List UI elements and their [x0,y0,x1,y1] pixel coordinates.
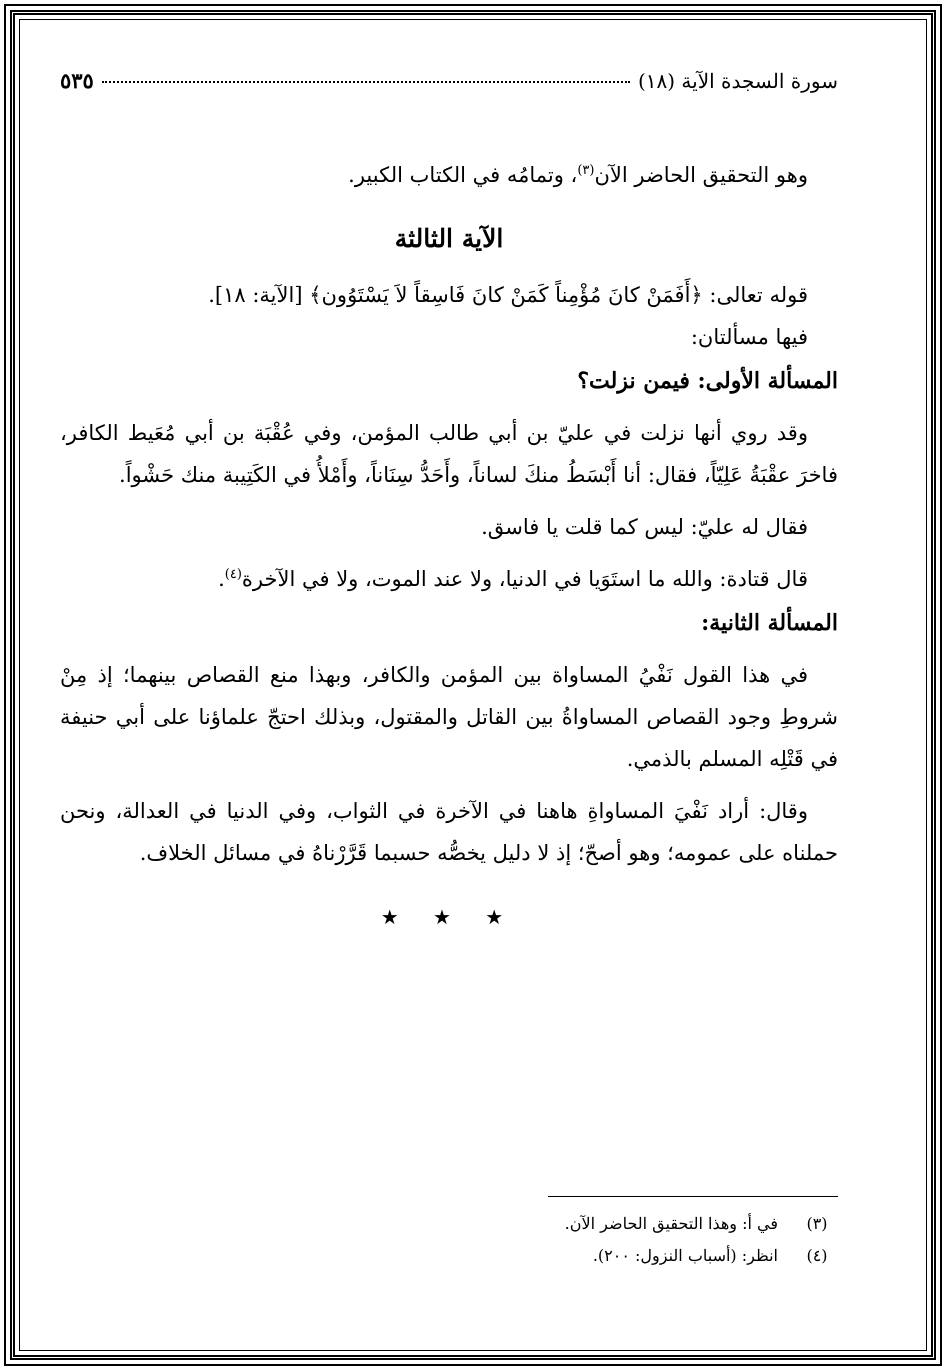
issue-1-paragraph-2: فقال له عليّ: ليس كما قلت يا فاسق. [481,515,808,539]
footnote-separator [548,1196,838,1197]
book-page [60,58,838,1318]
paragraph-text: قال قتادة: والله ما استَوَيا في الدنيا، ولا عند الموت، ولا في الآخرة [241,567,808,591]
footnote-4 [60,1240,838,1272]
footnotes [60,1208,838,1272]
issue-2-paragraph-1: في هذا القول نَفْيُ المساواة بين المؤمن والكافر، وبهذا منع القصاص بينهما؛ إذ مِنْ شروطِ وجود القصاص المساواةُ بين القاتل والمقتول، وبذلك احتجّ علماؤنا على أبي حنيفة في قَتْلِه المسلم بالذمي. [60,663,838,771]
footnote-ref-3[interactable]: (٣) [577,163,595,178]
footnote-text: انظر: (أسباب النزول: ٢٠٠). [592,1246,778,1265]
section-end-stars: ★ ★ ★ [380,905,518,929]
issues-intro: فيها مسألتان: [690,325,808,349]
footnote-3 [60,1208,838,1240]
paragraph-text-end: ، وتمامُه في الكتاب الكبير. [348,163,578,187]
issue-2-paragraph-2: وقال: أراد نَفْيَ المساواةِ هاهنا في الآخرة في الثواب، وفي الدنيا في العدالة، ونحن حملناه على عمومه؛ وهو أصحّ؛ إذ لا دليل يخصُّه حسبما قَرَّرْناهُ في مسائل الخلاف. [60,799,838,865]
header-title: سورة السجدة الآية (١٨) [637,69,838,93]
issue-2-heading: المسألة الثانية: [701,610,838,636]
main-text [60,154,838,938]
footnote-number: (٣) [806,1214,828,1233]
paragraph-text: وهو التحقيق الحاضر الآن [594,163,808,187]
issue-1-paragraph-3 [60,558,838,600]
issue-1-heading: المسألة الأولى: فيمن نزلت؟ [577,368,838,394]
header-leader-dots [102,81,630,83]
issue-1-paragraph-1: وقد روي أنها نزلت في عليّ بن أبي طالب المؤمن، وفي عُقْبَة بن أبي مُعَيط الكافر، فاخرَ عقْبَةُ عَلِيّاً، فقال: أنا أَبْسَطُ منكَ لساناً، وأَحَدُّ سِنَاناً، وأَمْلأُ في الكَتِيبة منك حَشْواً. [60,421,838,487]
verse-quote: قوله تعالى: ﴿أَفَمَنْ كانَ مُؤْمِناً كَمَنْ كانَ فَاسِقاً لاَ يَسْتَوُون﴾ [الآية: ١٨]. [208,283,808,307]
footnote-number: (٤) [806,1246,828,1265]
ayah-title: الآية الثالثة [394,224,504,253]
paragraph-text-end: . [218,567,225,591]
paragraph-continuation [60,154,838,196]
page-number: ٥٣٥ [60,68,94,93]
footnote-text: في أ: وهذا التحقيق الحاضر الآن. [564,1214,778,1233]
footnote-ref-4[interactable]: (٤) [224,567,242,582]
running-header [60,68,838,93]
